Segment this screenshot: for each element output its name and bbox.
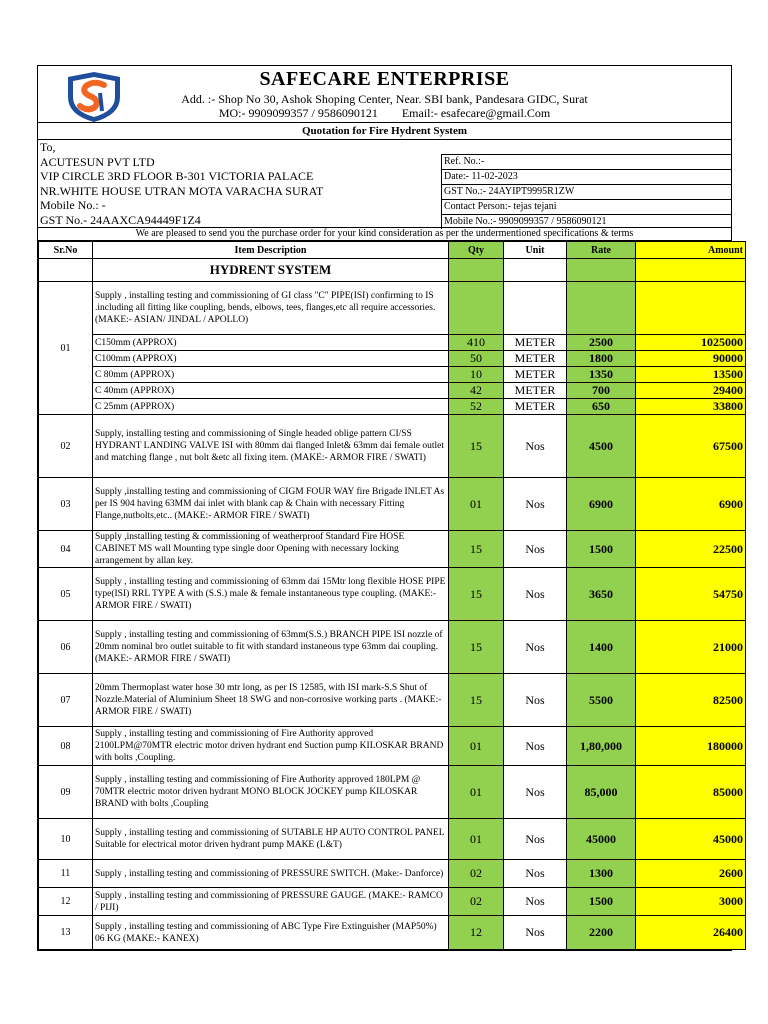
row-qty: 50	[449, 351, 504, 367]
row-sr: 08	[39, 727, 93, 766]
row-rate: 1500	[567, 531, 636, 568]
table-row	[39, 674, 746, 727]
row-sr: 09	[39, 766, 93, 819]
row-qty: 15	[449, 568, 504, 621]
letterhead	[38, 66, 731, 123]
row-qty: 15	[449, 531, 504, 568]
row-size: C150mm (APPROX)	[93, 335, 449, 351]
row-sr: 05	[39, 568, 93, 621]
row-size: C 40mm (APPROX)	[93, 383, 449, 399]
table-row	[39, 367, 746, 383]
row-desc: Supply , installing testing and commissioning of ABC Type Fire Extinguisher (MAP50%) 06 KG (MAKE:- KANEX)	[93, 916, 449, 950]
row-unit: Nos	[504, 727, 567, 766]
ref-date: Date:- 11-02-2023	[441, 169, 731, 184]
table-row	[39, 819, 746, 860]
row-qty: 12	[449, 916, 504, 950]
section-title: HYDRENT SYSTEM	[93, 259, 449, 282]
table-row	[39, 351, 746, 367]
row-amount: 2600	[636, 860, 746, 888]
row-unit: METER	[504, 367, 567, 383]
row-desc: Supply , installing testing and commissioning of 63mm(S.S.) BRANCH PIPE ISI nozzle of 20mm nominal bro outlet suitable to fit with standard instaneous type 63mm dai coupling. (MAKE:- ARMOR FIRE / SWATI)	[93, 621, 449, 674]
row-rate: 1500	[567, 888, 636, 916]
row-amount: 29400	[636, 383, 746, 399]
document-title: Quotation for Fire Hydrent System	[38, 123, 731, 140]
row-sr: 07	[39, 674, 93, 727]
company-address: Add. :- Shop No 30, Ashok Shoping Center, Near. SBI bank, Pandesara GIDC, Surat	[181, 92, 588, 106]
table-row	[39, 399, 746, 415]
row-rate: 3650	[567, 568, 636, 621]
row-desc: Supply , installing testing and commissioning of Fire Authority approved 2100LPM@70MTR electric motor driven hydrant end Suction pump KILOSKAR BRAND with bolts ,Coupling.	[93, 727, 449, 766]
row-sr: 03	[39, 478, 93, 531]
row-amount: 33800	[636, 399, 746, 415]
table-row	[39, 383, 746, 399]
row-qty: 15	[449, 674, 504, 727]
table-row	[39, 621, 746, 674]
row-size: C100mm (APPROX)	[93, 351, 449, 367]
row-unit: METER	[504, 383, 567, 399]
row-sr: 04	[39, 531, 93, 568]
col-rate: Rate	[567, 242, 636, 259]
table-row	[39, 478, 746, 531]
col-desc: Item Description	[93, 242, 449, 259]
row-rate: 1300	[567, 860, 636, 888]
row-unit: Nos	[504, 478, 567, 531]
row-qty: 410	[449, 335, 504, 351]
recipient-line: NR.WHITE HOUSE UTRAN MOTA VARACHA SURAT	[40, 183, 324, 198]
row-desc: Supply ,installing testing and commissioning of CIGM FOUR WAY fire Brigade INLET As per IS 904 having 63MM dai inlet with blank cap & Chain with necessary Fitting Flange,nutbolts,etc.. (MAKE:- ARMOR FIRE / SWATI)	[93, 478, 449, 531]
row-amount: 45000	[636, 819, 746, 860]
row-sr: 06	[39, 621, 93, 674]
row-rate: 1400	[567, 621, 636, 674]
row-rate: 650	[567, 399, 636, 415]
row-unit: Nos	[504, 415, 567, 478]
col-qty: Qty	[449, 242, 504, 259]
row-amount: 21000	[636, 621, 746, 674]
recipient-address	[40, 140, 323, 227]
section-row	[39, 259, 746, 282]
row-desc: Supply ,installing testing & commissioning of weatherproof Standard Fire HOSE CABINET MS wall Mounting type single door Opening with necessary locking arrangement by allan key.	[93, 531, 449, 568]
row-amount: 90000	[636, 351, 746, 367]
row-sr: 11	[39, 860, 93, 888]
row-unit: METER	[504, 351, 567, 367]
row-qty: 52	[449, 399, 504, 415]
ref-mobile: Mobile No.:- 9909099357 / 9586090121	[441, 214, 731, 229]
row-rate: 4500	[567, 415, 636, 478]
row-qty: 10	[449, 367, 504, 383]
row-rate: 2500	[567, 335, 636, 351]
row-desc: 20mm Thermoplast water hose 30 mtr long, as per IS 12585, with ISI mark-S.S Shut of Nozzle.Material of Aluminium Sheet 18 SWG and non-corrosive working parts . (MAKE:- ARMOR FIRE / SWATI)	[93, 674, 449, 727]
row-rate: 1800	[567, 351, 636, 367]
row-amount: 6900	[636, 478, 746, 531]
intro-text: We are pleased to send you the purchase order for your kind consideration as per the undermentioned specifications & terms	[38, 228, 731, 241]
row-desc: Supply , installing testing and commissioning of GI class "C" PIPE(ISI) confirming to IS .including all fitting like coupling, bends, elbows, tees, flanges,etc all require accessories. (MAKE:- ASIAN/ JINDAL / APOLLO)	[93, 282, 449, 335]
row-unit: Nos	[504, 766, 567, 819]
row-unit: Nos	[504, 568, 567, 621]
row-amount: 85000	[636, 766, 746, 819]
table-row	[39, 335, 746, 351]
row-rate: 85,000	[567, 766, 636, 819]
row-sr: 02	[39, 415, 93, 478]
row-rate: 2200	[567, 916, 636, 950]
row-amount: 67500	[636, 415, 746, 478]
row-qty: 15	[449, 621, 504, 674]
row-desc: Supply , installing testing and commissioning of 63mm dai 15Mtr long flexible HOSE PIPE type(ISI) RRL TYPE A with (S.S.) male & female instantaneous type coupling. (MAKE:- ARMOR FIRE / SWATI)	[93, 568, 449, 621]
row-desc: Supply , installing testing and commissioning of SUTABLE HP AUTO CONTROL PANEL Suitable for electrical motor driven hydrant pump MAKE (L&T)	[93, 819, 449, 860]
col-amount: Amount	[636, 242, 746, 259]
row-amount: 1025000	[636, 335, 746, 351]
col-sr: Sr.No	[39, 242, 93, 259]
row-amount: 3000	[636, 888, 746, 916]
row-unit: Nos	[504, 888, 567, 916]
row-rate: 1350	[567, 367, 636, 383]
row-amount: 82500	[636, 674, 746, 727]
row-size: C 80mm (APPROX)	[93, 367, 449, 383]
quotation-sheet	[37, 65, 743, 951]
table-row	[39, 531, 746, 568]
row-sr: 13	[39, 916, 93, 950]
table-row	[39, 916, 746, 950]
recipient-line: Mobile No.: -	[40, 198, 106, 212]
row-unit: Nos	[504, 819, 567, 860]
row-amount: 22500	[636, 531, 746, 568]
row-unit: METER	[504, 399, 567, 415]
row-sr: 01	[39, 282, 93, 415]
company-contact	[38, 106, 731, 121]
row-unit: Nos	[504, 860, 567, 888]
row-qty: 02	[449, 888, 504, 916]
row-rate: 6900	[567, 478, 636, 531]
row-amount: 54750	[636, 568, 746, 621]
items-table	[38, 241, 746, 950]
table-header	[39, 242, 746, 259]
row-unit: Nos	[504, 531, 567, 568]
table-row	[39, 282, 746, 335]
row-desc: Supply , installing testing and commissioning of PRESSURE GAUGE. (MAKE:- RAMCO / PIJI)	[93, 888, 449, 916]
table-row	[39, 888, 746, 916]
row-qty: 01	[449, 478, 504, 531]
row-rate: 700	[567, 383, 636, 399]
recipient-line: GST No.- 24AAXCA94449F1Z4	[40, 212, 201, 227]
row-desc: Supply, installing testing and commissioning of Single headed oblige pattern CI/SS HYDRANT LANDING VALVE ISI with 80mm dai flanged Inlet& 63mm dai female outlet and matching flange , nut bolt &etc all fixing item. (MAKE:- ARMOR FIRE / SWATI)	[93, 415, 449, 478]
row-desc: Supply , installing testing and commissioning of Fire Authority approved 180LPM @ 70MTR electric motor driven hydrant MONO BLOCK JOCKEY pump KILOSKAR BRAND with bolts ,Coupling	[93, 766, 449, 819]
table-row	[39, 766, 746, 819]
row-unit: Nos	[504, 916, 567, 950]
table-row	[39, 415, 746, 478]
row-rate: 1,80,000	[567, 727, 636, 766]
row-unit: Nos	[504, 621, 567, 674]
row-qty: 01	[449, 819, 504, 860]
row-sr: 10	[39, 819, 93, 860]
row-desc: Supply , installing testing and commissioning of PRESSURE SWITCH. (Make:- Danforce)	[93, 860, 449, 888]
row-qty: 42	[449, 383, 504, 399]
recipient-block	[38, 140, 731, 228]
row-qty: 01	[449, 766, 504, 819]
row-rate: 5500	[567, 674, 636, 727]
row-amount: 13500	[636, 367, 746, 383]
recipient-line: To,	[40, 140, 56, 154]
row-unit: METER	[504, 335, 567, 351]
row-sr: 12	[39, 888, 93, 916]
row-qty: 02	[449, 860, 504, 888]
reference-details	[441, 154, 731, 229]
table-row	[39, 727, 746, 766]
company-mobile: MO:- 9909099357 / 9586090121	[218, 106, 378, 120]
company-email: Email:- esafecare@gmail.Com	[401, 106, 551, 120]
ref-no: Ref. No.:-	[441, 154, 731, 169]
table-row	[39, 568, 746, 621]
row-unit: Nos	[504, 674, 567, 727]
company-name: SAFECARE ENTERPRISE	[259, 68, 510, 90]
row-amount: 180000	[636, 727, 746, 766]
ref-gst: GST No.:- 24AYIPT9995R1ZW	[441, 184, 731, 199]
row-size: C 25mm (APPROX)	[93, 399, 449, 415]
table-row	[39, 860, 746, 888]
recipient-line: VIP CIRCLE 3RD FLOOR B-301 VICTORIA PALACE	[40, 169, 314, 183]
row-qty: 15	[449, 415, 504, 478]
row-amount: 26400	[636, 916, 746, 950]
row-qty: 01	[449, 727, 504, 766]
col-unit: Unit	[504, 242, 567, 259]
ref-contact: Contact Person:- tejas tejani	[441, 199, 731, 214]
recipient-line: ACUTESUN PVT LTD	[40, 154, 155, 169]
row-rate: 45000	[567, 819, 636, 860]
